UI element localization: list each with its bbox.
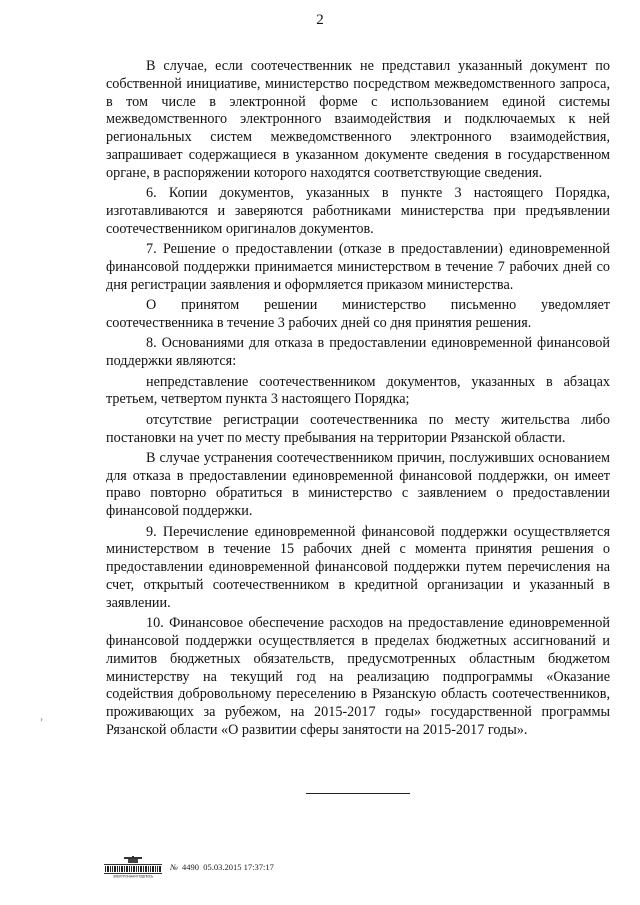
margin-mark: ›: [40, 714, 43, 724]
paragraph-item-10: 10. Финансовое обеспечение расходов на предоставление единовременной финансовой поддержки осуществляется в пределах бюджетных ассигнований и лимитов бюджетных обязательств, предусмотренных областным бюджетом министерству на текущий год на реализацию подпрограммы «Оказание содействия добровольному переселению в Рязанскую область соотечественников, проживающих за рубежом, на 2015-2017 годы» государственной программы Рязанской области «О развитии сферы занятости на 2015-2017 годы».: [106, 615, 610, 739]
barcode-building-stamp-icon: [104, 856, 162, 878]
document-date: 05.03.2015: [203, 862, 242, 872]
page-number: 2: [316, 12, 324, 28]
document-footer: [104, 856, 274, 878]
paragraph-item-8: 8. Основаниями для отказа в предоставлении единовременной финансовой поддержки являются:: [106, 335, 610, 370]
document-registration-stamp: [170, 862, 274, 872]
document-number: 4490: [182, 862, 200, 872]
end-separator-line: [306, 793, 410, 794]
paragraph-item-7: 7. Решение о предоставлении (отказе в предоставлении) единовременной финансовой поддержки принимается министерством в течение 7 рабочих дней со дня регистрации заявления и оформляется приказом министерства.: [106, 241, 610, 293]
paragraph-refusal-reason-1: непредставление соотечественником документов, указанных в абзацах третьем, четвертом пункта 3 настоящего Порядка;: [106, 373, 610, 408]
paragraph-item-9: 9. Перечисление единовременной финансовой поддержки осуществляется министерством в течение 15 рабочих дней с момента принятия решения о предоставлении единовременной финансовой поддержки путем перечисления на счет, открытый соотечественником в кредитной организации и указанный в заявлении.: [106, 523, 610, 611]
document-time: 17:37:17: [243, 862, 274, 872]
number-sign: №: [170, 862, 179, 872]
svg-text:ЭЛЕКТРОННАЯ ПОДПИСЬ: ЭЛЕКТРОННАЯ ПОДПИСЬ: [112, 874, 154, 878]
paragraph-interagency-request: В случае, если соотечественник не представил указанный документ по собственной инициативе, министерство посредством межведомственного запроса, в том числе в электронной форме с использованием единой системы межведомственного электронного взаимодействия и подключаемых к ней региональных систем межведомственного электронного взаимодействия, запрашивает содержащиеся в указанном документе сведения в государственном органе, в распоряжении которого находятся соответствующие сведения.: [106, 58, 610, 181]
paragraph-notification: О принятом решении министерство письменно уведомляет соотечественника в течение 3 рабочих дней со дня принятия решения.: [106, 297, 610, 331]
paragraph-refusal-reason-2: отсутствие регистрации соотечественника по месту жительства либо постановки на учет по месту пребывания на территории Рязанской области.: [106, 411, 610, 446]
document-body: [106, 58, 610, 742]
paragraph-item-6: 6. Копии документов, указанных в пункте 3 настоящего Порядка, изготавливаются и заверяются работниками министерства при предъявлении соотечественником оригиналов документов.: [106, 185, 610, 237]
paragraph-reapplication: В случае устранения соотечественником причин, послуживших основанием для отказа в предоставлении единовременной финансовой поддержки, он имеет право повторно обратиться в министерство с заявлением о предоставлении финансовой поддержки.: [106, 449, 610, 520]
